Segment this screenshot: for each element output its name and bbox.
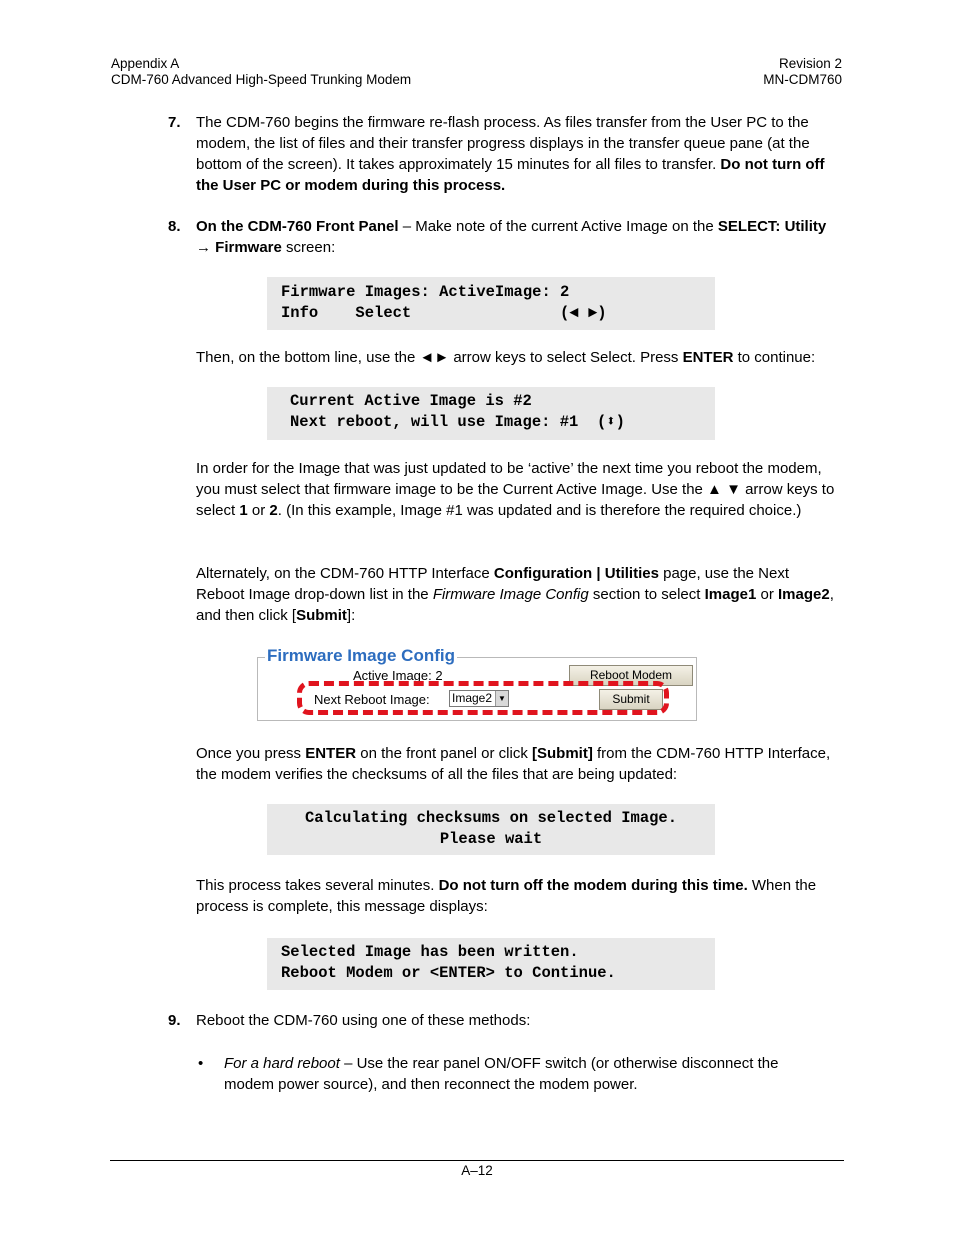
select-value: Image2 — [452, 691, 493, 705]
process-warning: Do not turn off the modem during this time. — [438, 877, 748, 894]
alternately-paragraph — [196, 563, 841, 626]
process-text: This process takes several minutes. — [196, 877, 439, 894]
header-left — [111, 56, 411, 88]
step-9-text: Reboot the CDM-760 using one of these methods: — [196, 1012, 531, 1029]
choice-1: 1 — [239, 502, 248, 519]
step-8-select-path: SELECT: Utility → Firmware — [196, 218, 827, 256]
lcd-current-active-image — [267, 387, 715, 440]
step-8-text — [196, 216, 841, 258]
lcd-calculating-checksums — [267, 804, 715, 855]
image2-ref: Image2 — [778, 586, 830, 603]
submit-ref: [Submit] — [532, 745, 593, 762]
alt-text: page, use the Next Reboot Image drop-down list in the — [196, 565, 790, 603]
submit-ref: Submit — [296, 607, 347, 624]
step-9-number: 9. — [168, 1012, 181, 1029]
hard-reboot-label: For a hard reboot — [224, 1055, 340, 1072]
lcd-line: Calculating checksums on selected Image. — [304, 809, 678, 827]
header-doc-number: MN-CDM760 — [763, 72, 842, 87]
bullet-symbol: • — [198, 1055, 204, 1072]
once-text: on the front panel or click — [356, 745, 532, 762]
then-tail: to continue: — [733, 349, 816, 366]
header-doc-title: CDM-760 Advanced High-Speed Trunking Modem — [111, 72, 412, 87]
step-8-number: 8. — [168, 218, 181, 235]
header-revision: Revision 2 — [778, 56, 842, 71]
lcd-image-written — [267, 938, 715, 990]
lcd-line: Please wait — [439, 829, 543, 848]
lcd-line: Next reboot, will use Image: #1 (⬍) — [290, 412, 625, 431]
highlight-outline — [297, 681, 669, 715]
process-paragraph — [196, 875, 841, 917]
step-7-number: 7. — [168, 114, 181, 131]
order-paragraph — [196, 458, 841, 521]
enter-key: ENTER — [682, 349, 734, 366]
header-right — [763, 56, 842, 88]
lcd-line: Firmware Images: ActiveImage: 2 — [281, 283, 570, 301]
step-8-lead: On the CDM-760 Front Panel — [196, 218, 399, 235]
step-7-warning: Do not turn off the User PC or modem during this process. — [196, 156, 825, 194]
next-reboot-image-label: Next Reboot Image: — [314, 692, 430, 707]
choice-2: 2 — [269, 502, 278, 519]
submit-button[interactable]: Submit — [599, 689, 663, 710]
config-utilities: Configuration | Utilities — [493, 565, 659, 582]
lcd-line: Info Select (◄ ►) — [281, 303, 607, 322]
process-tail: When the process is complete, this message displays: — [196, 877, 817, 915]
order-tail: . (In this example, Image #1 was updated and is therefore the required choice.) — [277, 502, 802, 519]
bullet-hard-reboot — [224, 1053, 824, 1095]
chevron-down-icon: ▼ — [495, 691, 508, 706]
firmware-image-config-panel — [257, 645, 697, 722]
image1-ref: Image1 — [704, 586, 757, 603]
reboot-modem-button[interactable]: Reboot Modem — [569, 665, 693, 686]
alt-text: Alternately, on the CDM-760 HTTP Interface — [196, 565, 494, 582]
order-text: In order for the Image that was just updated to be ‘active’ the next time you reboot the modem, you must select that firmware image to be the Current Active Image. Use the ▲ ▼ arrow keys to select — [196, 460, 835, 519]
once-paragraph — [196, 743, 841, 785]
step-8-tail: screen: — [281, 239, 336, 256]
lcd-line: Reboot Modem or <ENTER> to Continue. — [281, 963, 616, 982]
alt-text: , and then click [ — [196, 586, 834, 624]
step-7-body: The CDM-760 begins the firmware re-flash process. As files transfer from the User PC to the modem, the list of files and their transfer progress displays in the transfer queue pane (at the bottom of the screen). It takes approximately 15 minutes for all files to transfer. — [196, 114, 810, 173]
footer-rule — [110, 1160, 844, 1161]
then-paragraph — [196, 347, 841, 368]
panel-title: Firmware Image Config — [267, 646, 455, 665]
header-appendix: Appendix A — [111, 56, 180, 71]
lcd-line: Selected Image has been written. — [281, 943, 579, 961]
alt-text: ]: — [346, 607, 356, 624]
page-number: A–12 — [461, 1163, 493, 1178]
lcd-firmware-images — [267, 277, 715, 330]
once-text: Once you press — [196, 745, 306, 762]
hard-reboot-text: – Use the rear panel ON/OFF switch (or otherwise disconnect the modem power source), and then reconnect the modem power. — [224, 1055, 779, 1093]
enter-key: ENTER — [305, 745, 357, 762]
active-image-label: Active Image: 2 — [353, 668, 443, 683]
once-text: from the CDM-760 HTTP Interface, the modem verifies the checksums of all the files that are being updated: — [196, 745, 831, 783]
step-8-lead-text: – Make note of the current Active Image on the — [398, 218, 718, 235]
step-7-text — [196, 112, 841, 196]
firmware-image-config-ref: Firmware Image Config — [432, 586, 589, 603]
order-or: or — [247, 502, 270, 519]
alt-text: or — [756, 586, 778, 603]
lcd-line: Current Active Image is #2 — [290, 392, 532, 410]
then-text: Then, on the bottom line, use the ◄► arrow keys to select Select. Press — [196, 349, 683, 366]
alt-text: section to select — [588, 586, 705, 603]
